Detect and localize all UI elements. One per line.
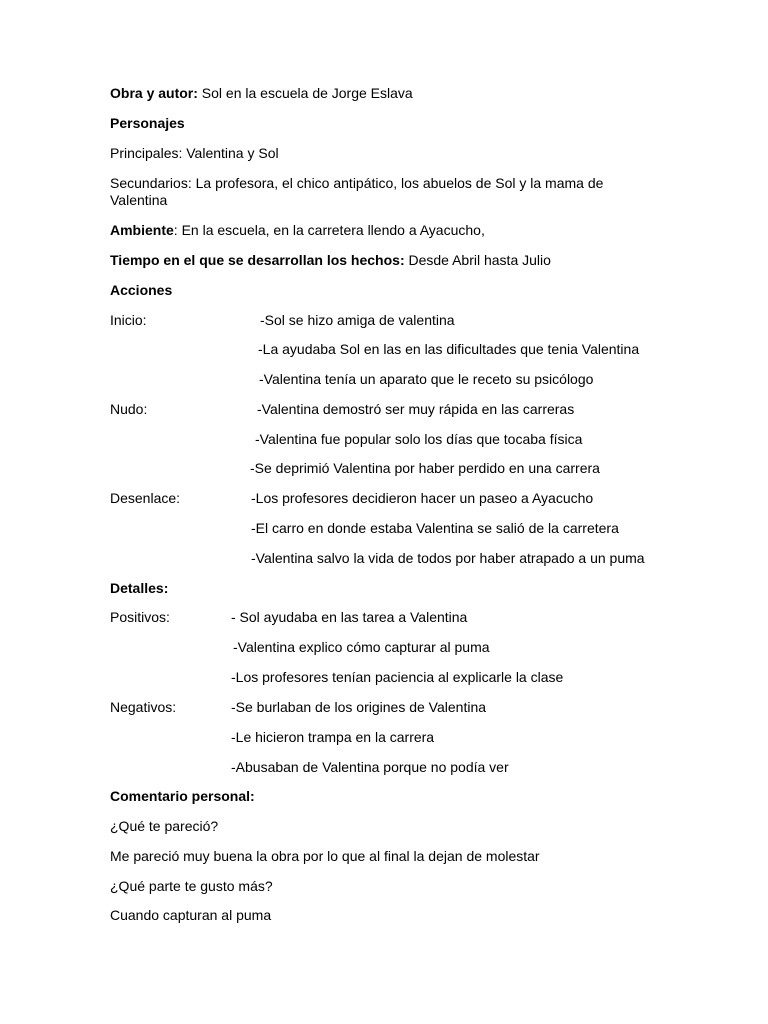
personajes-secundarios-2: Valentina [110, 192, 168, 208]
nudo-item: -Se deprimió Valentina por haber perdido en una carrera [250, 460, 600, 476]
personajes-secundarios-1: Secundarios: La profesora, el chico antipático, los abuelos de Sol y la mama de [110, 175, 604, 191]
positivos-item: - Sol ayudaba en las tarea a Valentina [231, 609, 468, 625]
obra-label: Obra y autor: [110, 85, 198, 101]
negativos-item: -Se burlaban de los origines de Valentina [231, 699, 487, 715]
negativos-item: -Le hicieron trampa en la carrera [231, 729, 435, 745]
positivos-item: -Valentina explico cómo capturar al puma [233, 639, 490, 655]
negativos-item: -Abusaban de Valentina porque no podía ver [231, 759, 509, 775]
comentario-q1: ¿Qué te pareció? [110, 818, 219, 834]
comentario-a2: Cuando capturan al puma [110, 907, 272, 923]
negativos-label: Negativos: [110, 699, 177, 715]
obra-line [110, 85, 413, 102]
tiempo-line [110, 252, 551, 269]
inicio-item: -Sol se hizo amiga de valentina [260, 312, 455, 328]
tiempo-label: Tiempo en el que se desarrollan los hechos: [110, 252, 405, 268]
personajes-principales: Principales: Valentina y Sol [110, 145, 279, 161]
nudo-item: -Valentina fue popular solo los días que tocaba física [255, 431, 583, 447]
inicio-item: -La ayudaba Sol en las en las dificultades que tenia Valentina [258, 341, 640, 357]
positivos-label: Positivos: [110, 609, 170, 625]
nudo-label: Nudo: [110, 401, 148, 417]
personajes-heading: Personajes [110, 115, 185, 131]
nudo-item: -Valentina demostró ser muy rápida en las carreras [257, 401, 575, 417]
tiempo-value: Desde Abril hasta Julio [404, 252, 551, 268]
ambiente-label: Ambiente [110, 222, 174, 238]
positivos-item: -Los profesores tenían paciencia al explicarle la clase [231, 669, 564, 685]
acciones-heading: Acciones [110, 282, 173, 298]
comentario-a1: Me pareció muy buena la obra por lo que al final la dejan de molestar [110, 848, 540, 864]
comentario-heading: Comentario personal: [110, 788, 255, 804]
desenlace-item: -Los profesores decidieron hacer un paseo a Ayacucho [251, 490, 594, 506]
inicio-item: -Valentina tenía un aparato que le receto su psicólogo [259, 371, 594, 387]
inicio-label: Inicio: [110, 312, 147, 328]
desenlace-item: -Valentina salvo la vida de todos por haber atrapado a un puma [251, 550, 645, 566]
ambiente-value: : En la escuela, en la carretera llendo a Ayacucho, [173, 222, 485, 238]
comentario-q2: ¿Qué parte te gusto más? [110, 878, 273, 894]
obra-value: Sol en la escuela de Jorge Eslava [197, 85, 413, 101]
desenlace-label: Desenlace: [110, 490, 181, 506]
detalles-heading: Detalles: [110, 580, 169, 596]
desenlace-item: -El carro en donde estaba Valentina se salió de la carretera [251, 520, 619, 536]
ambiente-line [110, 222, 485, 239]
